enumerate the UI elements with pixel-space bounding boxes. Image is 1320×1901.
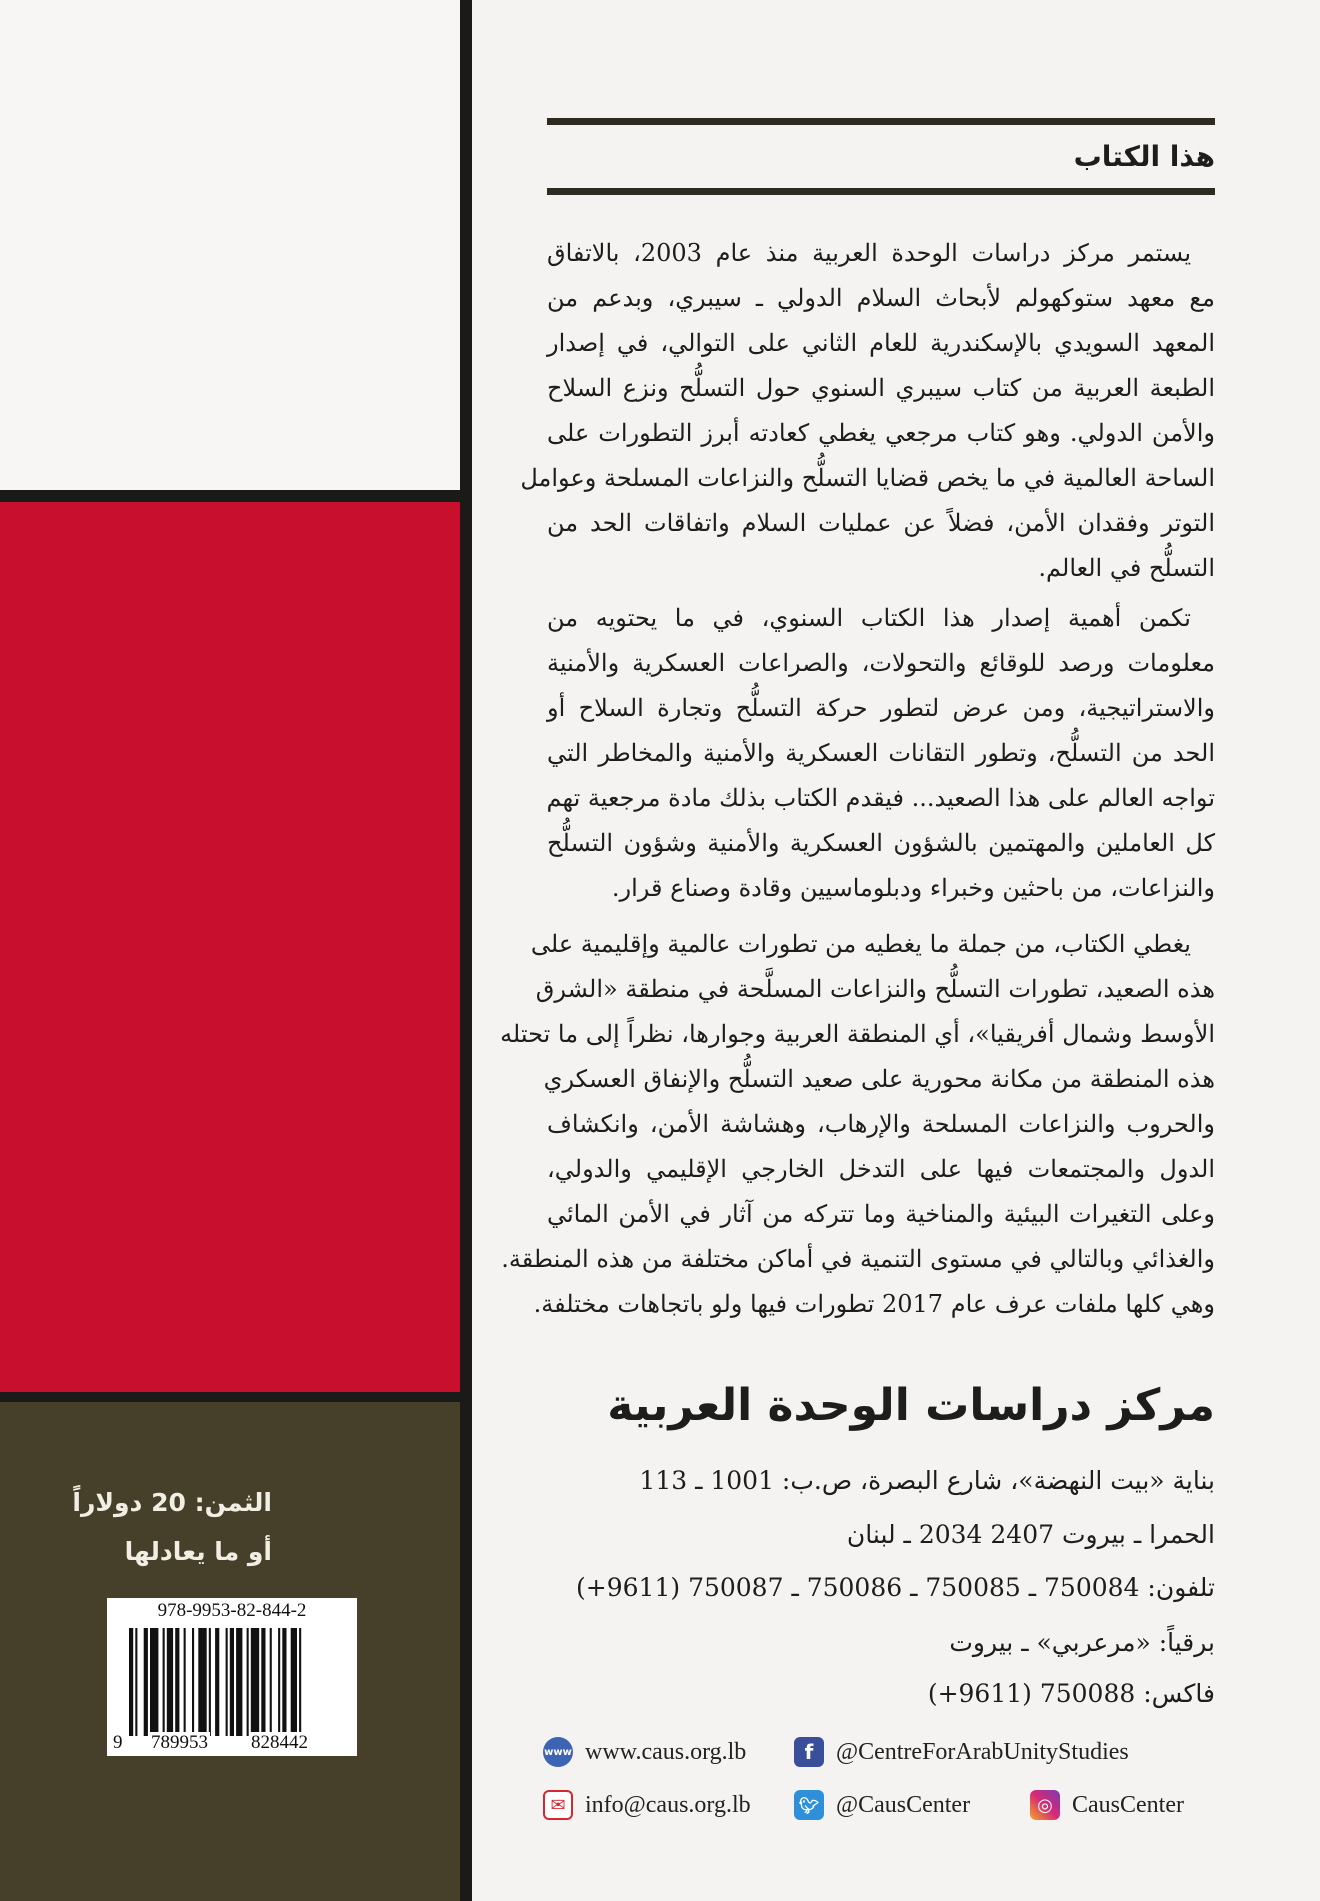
description-paragraph-2: [547, 596, 1215, 911]
paragraph-line: الدول والمجتمعات فيها على التدخل الخارجي الإقليمي والدولي،: [547, 1155, 1215, 1183]
barcode-bar: [251, 1628, 259, 1736]
barcode-group-2: 828442: [251, 1732, 308, 1753]
vertical-divider: [460, 0, 472, 1901]
isbn-barcode: [107, 1598, 357, 1756]
paragraph-line: هذه الصعيد، تطورات التسلُّح والنزاعات المسلَّحة في منطقة «الشرق: [535, 975, 1215, 1003]
website-text: www.caus.org.lb: [585, 1738, 747, 1765]
paragraph-line: معلومات ورصد للوقائع والتحولات، والصراعات العسكرية والأمنية: [547, 649, 1215, 677]
barcode-bar: [278, 1628, 280, 1736]
isbn-text: 978-9953-82-844-2: [157, 1600, 307, 1621]
paragraph-line: المعهد السويدي بالإسكندرية للعام الثاني على التوالي، في إصدار: [547, 329, 1215, 357]
horizontal-divider-top: [0, 490, 472, 502]
paragraph-line: كل العاملين والمهتمين بالشؤون العسكرية والأمنية وشؤون التسلُّح: [547, 829, 1215, 857]
barcode-bar: [261, 1628, 265, 1736]
description-paragraph-3: [500, 922, 1215, 1327]
paragraph-line: وهي كلها ملفات عرف عام 2017 تطورات فيها ولو باتجاهات مختلفة.: [533, 1290, 1215, 1318]
barcode-bar: [215, 1628, 219, 1736]
barcode-bar: [198, 1628, 206, 1736]
paragraph-line: التوتر وفقدان الأمن، فضلاً عن عمليات السلام واتفاقات الحد من: [547, 509, 1215, 537]
section-heading: هذا الكتاب: [1073, 140, 1215, 173]
barcode-bar: [209, 1628, 211, 1736]
website-link[interactable]: [543, 1737, 746, 1767]
barcode-bar: [163, 1628, 165, 1736]
cover-red-block: [0, 502, 460, 1392]
price-equivalent: أو ما يعادلها: [124, 1537, 272, 1566]
barcode-bar: [236, 1628, 242, 1736]
paragraph-line: يستمر مركز دراسات الوحدة العربية منذ عام 2003، بالاتفاق: [547, 239, 1191, 267]
twitter-text: @CausCenter: [836, 1791, 971, 1818]
barcode-bar: [282, 1628, 286, 1736]
paragraph-line: والأمن الدولي. وهو كتاب مرجعي يغطي كعادته أبرز التطورات على: [547, 419, 1215, 447]
email-text: info@caus.org.lb: [585, 1791, 751, 1818]
horizontal-divider-bottom: [0, 1392, 472, 1402]
paragraph-line: يغطي الكتاب، من جملة ما يغطيه من تطورات عالمية وإقليمية على: [530, 930, 1191, 958]
fax-line: فاكس: 750088 (9611+): [927, 1679, 1215, 1708]
twitter-icon: 🐦︎: [794, 1790, 824, 1820]
barcode-bar: [291, 1628, 297, 1736]
paragraph-line: هذه المنطقة من مكانة محورية على صعيد التسلُّح والإنفاق العسكري: [543, 1065, 1215, 1093]
paragraph-line: التسلُّح في العالم.: [1038, 554, 1215, 582]
phone-line: تلفون: 750084 ـ 750085 ـ 750086 ـ 750087 (9611+): [576, 1573, 1215, 1602]
facebook-link[interactable]: [794, 1737, 1129, 1767]
instagram-icon: ◎: [1030, 1790, 1060, 1820]
barcode-digit-first: 9: [113, 1732, 123, 1753]
barcode-bar: [192, 1628, 194, 1736]
barcode-bar: [129, 1628, 133, 1736]
barcode-bar: [226, 1628, 228, 1736]
facebook-text: @CentreForArabUnityStudies: [836, 1738, 1129, 1765]
twitter-link[interactable]: [794, 1790, 970, 1820]
paragraph-line: وعلى التغيرات البيئية والمناخية وما تتركه من آثار في الأمن المائي: [547, 1200, 1215, 1228]
paragraph-line: والحروب والنزاعات المسلحة والإرهاب، وهشاشة الأمن، وانكشاف: [547, 1110, 1215, 1138]
mail-icon: ✉: [543, 1790, 573, 1820]
paragraph-line: الأوسط وشمال أفريقيا»، أي المنطقة العربية وجوارها، نظراً إلى ما تحتله: [500, 1020, 1215, 1048]
barcode-bar: [230, 1628, 234, 1736]
barcode-bars: [129, 1628, 339, 1736]
barcode-bar: [299, 1628, 301, 1736]
cover-white-block: [0, 0, 460, 490]
paragraph-line: الحد من التسلُّح، وتطور التقانات العسكرية والأمنية والمخاطر التي: [547, 739, 1215, 767]
barcode-bar: [247, 1628, 249, 1736]
paragraph-line: والاستراتيجية، ومن عرض لتطور حركة التسلُّح وتجارة السلاح أو: [547, 694, 1215, 722]
price-label: الثمن: 20 دولاراً: [72, 1488, 272, 1517]
instagram-link[interactable]: [1030, 1790, 1184, 1820]
instagram-text: CausCenter: [1072, 1791, 1184, 1818]
barcode-bar: [135, 1628, 137, 1736]
address-line: الحمرا ـ بيروت 2407 2034 ـ لبنان: [846, 1520, 1215, 1549]
paragraph-line: تواجه العالم على هذا الصعيد... فيقدم الكتاب بذلك مادة مرجعية تهم: [546, 784, 1215, 812]
facebook-icon: f: [794, 1737, 824, 1767]
globe-icon: www: [543, 1737, 573, 1767]
heading-rule-bottom: [547, 188, 1215, 195]
paragraph-line: والنزاعات، من باحثين وخبراء ودبلوماسيين وقادة وصناع قرار.: [611, 874, 1215, 902]
telegram-line: برقياً: «مرعربي» ـ بيروت: [949, 1628, 1215, 1657]
barcode-bar: [150, 1628, 158, 1736]
barcode-bar: [167, 1628, 173, 1736]
barcode-bar: [144, 1628, 148, 1736]
description-paragraph-1: [520, 231, 1215, 591]
paragraph-line: الساحة العالمية في ما يخص قضايا التسلُّح والنزاعات المسلحة وعوامل: [520, 464, 1215, 492]
paragraph-line: والغذائي وبالتالي في مستوى التنمية في أماكن مختلفة من هذه المنطقة.: [501, 1245, 1215, 1273]
barcode-bar: [184, 1628, 186, 1736]
barcode-group-1: 789953: [151, 1732, 208, 1753]
heading-rule-top: [547, 118, 1215, 125]
barcode-bar: [175, 1628, 179, 1736]
paragraph-line: الطبعة العربية من كتاب سيبري السنوي حول التسلُّح ونزع السلاح: [547, 374, 1215, 402]
publisher-name: مركز دراسات الوحدة العربية: [607, 1380, 1215, 1431]
email-link[interactable]: [543, 1790, 751, 1820]
address-line: بناية «بيت النهضة»، شارع البصرة، ص.ب: 1001 ـ 113: [639, 1466, 1215, 1495]
barcode-bar: [270, 1628, 272, 1736]
paragraph-line: مع معهد ستوكهولم لأبحاث السلام الدولي ـ سيبري، وبدعم من: [547, 284, 1215, 312]
paragraph-line: تكمن أهمية إصدار هذا الكتاب السنوي، في ما يحتويه من: [547, 604, 1191, 632]
